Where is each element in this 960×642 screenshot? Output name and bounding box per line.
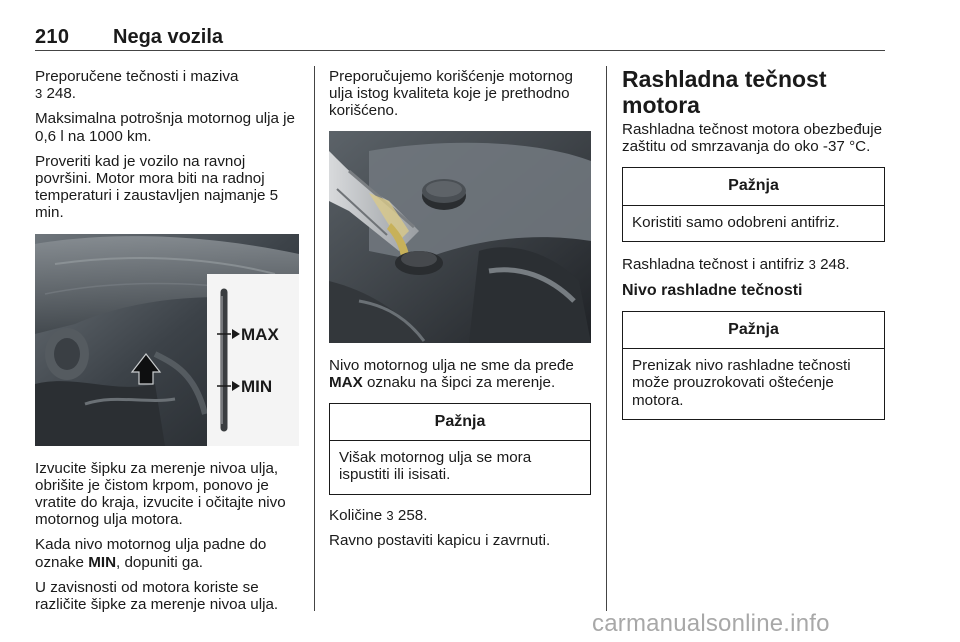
paragraph: Ravno postaviti kapicu i zavrnuti. xyxy=(329,531,551,549)
text: Količine xyxy=(329,506,383,524)
paragraph: Rashladna tečnost motora obezbeđuje zaštitu od smrzavanja do oko -37 °C. xyxy=(622,121,883,156)
column-divider xyxy=(314,66,315,611)
oil-fill-illustration xyxy=(329,131,591,343)
page-reference-icon: 3 xyxy=(35,86,43,102)
header-rule xyxy=(35,50,885,51)
caution-box xyxy=(329,403,591,495)
min-mark-text: MIN xyxy=(88,553,117,571)
paragraph xyxy=(329,357,591,391)
text: Preporučene tečnosti i maziva xyxy=(35,68,239,85)
watermark: carmanualsonline.info xyxy=(592,610,830,637)
page-reference-icon: 3 xyxy=(386,507,394,523)
engine-illustration xyxy=(35,234,299,446)
oil-fill-photo xyxy=(329,131,591,343)
page-reference[interactable]: 258. xyxy=(397,506,428,524)
text: Nivo motornog ulja ne sme da pređe xyxy=(329,356,574,374)
min-label: MIN xyxy=(241,376,273,396)
caution-text: Višak motornog ulja se mora ispustiti ili isisati. xyxy=(339,449,532,484)
paragraph xyxy=(329,507,591,524)
page-title: Nega vozila xyxy=(113,26,224,48)
paragraph xyxy=(35,536,299,570)
page-reference[interactable]: 248. xyxy=(46,85,77,103)
text: Rashladna tečnost i antifriz xyxy=(622,255,805,273)
caution-title: Pažnja xyxy=(623,312,884,349)
text: , dopuniti ga. xyxy=(116,553,204,571)
page-reference-icon: 3 xyxy=(808,256,816,272)
column-divider xyxy=(606,66,607,611)
page-header xyxy=(35,26,885,50)
caution-text: Koristiti samo odobreni antifriz. xyxy=(632,213,840,231)
page-number: 210 xyxy=(35,26,70,48)
caution-title: Pažnja xyxy=(330,404,590,441)
paragraph xyxy=(622,256,885,273)
paragraph: Proveriti kad je vozilo na ravnoj površini. Motor mora biti na radnoj temperaturi i zaustavljen najmanje 5 min. xyxy=(35,152,279,222)
max-mark-text: MAX xyxy=(329,373,363,391)
max-label: MAX xyxy=(241,324,279,344)
column-3 xyxy=(622,66,885,430)
text: Kada nivo motornog ulja padne do oznake xyxy=(35,536,267,571)
caution-text: Prenizak nivo rashladne tečnosti može prouzrokovati oštećenje motora. xyxy=(632,357,851,409)
caution-box xyxy=(622,311,885,420)
subsection-heading: Nivo rashladne tečnosti xyxy=(622,282,803,300)
paragraph: Izvucite šipku za merenje nivoa ulja, obrišite je čistom krpom, ponovo je vratite do kraja, izvucite i očitajte nivo motornog ulja motora. xyxy=(35,459,286,529)
dipstick-photo xyxy=(35,234,299,446)
column-2 xyxy=(329,68,591,557)
section-heading: Rashladna tečnost motora xyxy=(622,66,827,118)
paragraph: Preporučujemo korišćenje motornog ulja istog kvaliteta koje je prethodno korišćeno. xyxy=(329,68,573,120)
page-reference[interactable]: 248. xyxy=(820,255,850,273)
text: oznaku na šipci za merenje. xyxy=(362,373,556,391)
paragraph xyxy=(35,68,299,102)
paragraph: U zavisnosti od motora koriste se različite šipke za merenje nivoa ulja. xyxy=(35,578,279,614)
paragraph: Maksimalna potrošnja motornog ulja je 0,6 l na 1000 km. xyxy=(35,110,296,145)
caution-box xyxy=(622,167,885,241)
column-1 xyxy=(35,68,299,621)
caution-title: Pažnja xyxy=(623,168,884,205)
